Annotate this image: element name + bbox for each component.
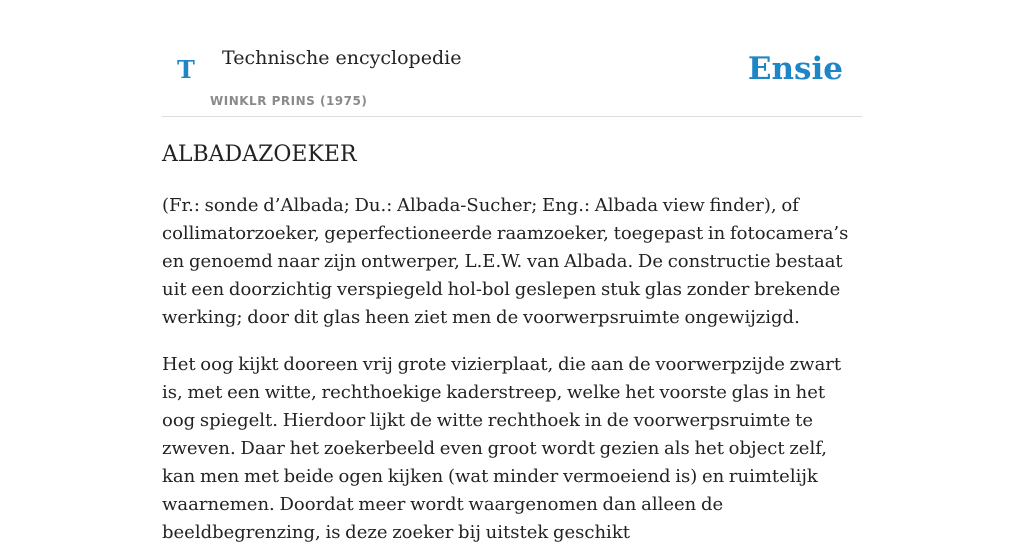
article-headword: ALBADAZOEKER <box>162 142 357 167</box>
article-paragraph: Het oog kijkt dooreen vrij grote vizierplaat, die aan de voorwerpzijde zwart is, met een witte, rechthoekige kaderstreep, welke het voorste glas in het oog spiegelt. Hierdoor lijkt de witte rechthoek in de voorwerpsruimte te zweven. Daar het zoekerbeeld even groot wordt gezien als het object zelf, kan men met beide ogen kijken (wat minder vermoeiend is) en ruimtelijk waarnemen. Doordat meer wordt waargenomen dan alleen de beeldbegrenzing, is deze zoeker bij uitstek geschikt <box>162 354 842 543</box>
source-title-link[interactable]: Technische encyclopedie <box>222 47 462 69</box>
article-paragraph: (Fr.: sonde d’Albada; Du.: Albada-Sucher; Eng.: Albada view finder), of collimatorzoeker, geperfectioneerde raamzoeker, toegepast in fotocamera’s en genoemd naar zijn ontwerper, L.E.W. van Albada. De constructie bestaat uit een doorzichtig verspiegeld hol-bol geslepen stuk glas zonder brekende werking; door dit glas heen ziet men de voorwerpsruimte ongewijzigd. <box>162 195 849 328</box>
brand-logo-link[interactable]: Ensie <box>747 51 843 87</box>
source-subtitle: WINKLR PRINS (1975) <box>210 94 368 108</box>
article <box>162 140 862 547</box>
header <box>162 0 862 117</box>
source-logo-icon[interactable]: T <box>177 55 195 84</box>
